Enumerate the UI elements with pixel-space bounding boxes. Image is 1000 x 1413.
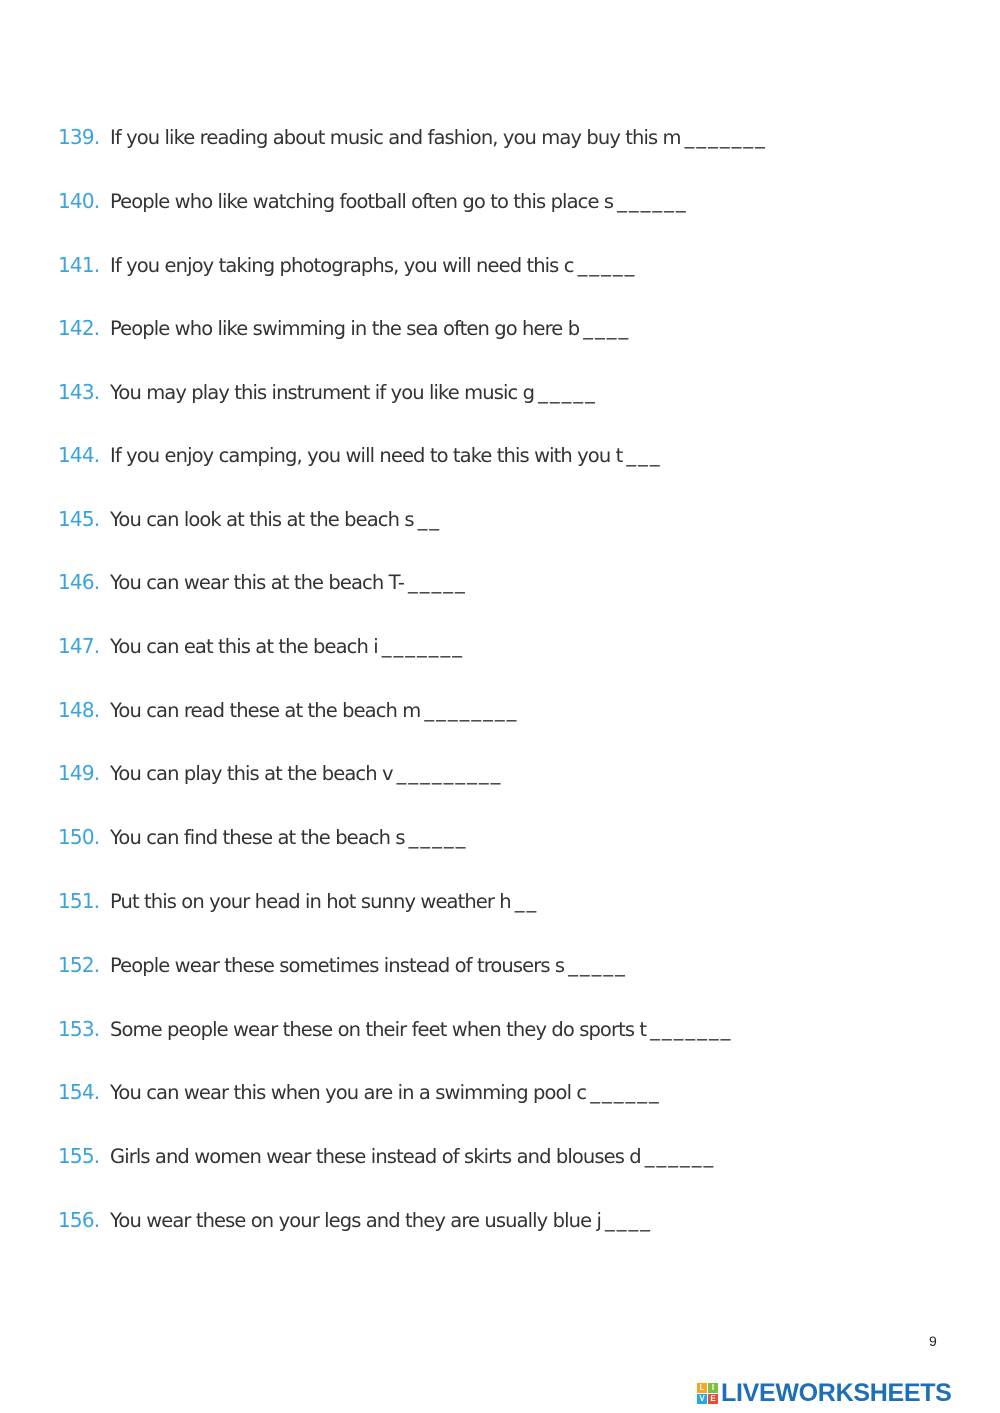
question-153 — [58, 1011, 732, 1047]
question-number: 145. — [58, 507, 100, 531]
question-text: Girls and women wear these instead of skirts and blouses d — [110, 1144, 641, 1168]
liveworksheets-logo-icon — [697, 1383, 718, 1404]
liveworksheets-brand[interactable] — [697, 1378, 952, 1408]
question-number: 154. — [58, 1080, 100, 1104]
question-text: People who like swimming in the sea often go here b — [110, 316, 580, 340]
question-number: 142. — [58, 316, 100, 340]
question-text: You can eat this at the beach i — [110, 634, 378, 658]
question-number: 151. — [58, 889, 100, 913]
answer-blank[interactable]: _______ — [684, 125, 767, 149]
question-number: 152. — [58, 953, 100, 977]
answer-blank[interactable]: _______ — [650, 1017, 733, 1041]
brand-name: LIVEWORKSHEETS — [721, 1378, 952, 1407]
answer-blank[interactable]: ______ — [617, 189, 688, 213]
logo-letter-e: E — [708, 1394, 718, 1404]
question-number: 153. — [58, 1017, 100, 1041]
answer-blank[interactable]: ____ — [605, 1208, 652, 1232]
page-number: 9 — [929, 1333, 937, 1349]
question-text: You can play this at the beach v — [110, 761, 393, 785]
question-number: 150. — [58, 825, 100, 849]
question-number: 144. — [58, 443, 100, 467]
logo-letter-v: V — [697, 1394, 707, 1404]
question-number: 156. — [58, 1208, 100, 1232]
question-text: You can wear this when you are in a swimming pool c — [110, 1080, 587, 1104]
logo-letter-l: L — [697, 1383, 707, 1393]
question-148 — [58, 692, 518, 728]
question-text: You can wear this at the beach T- — [110, 570, 404, 594]
question-150 — [58, 819, 467, 855]
logo-letter-i: I — [708, 1383, 718, 1393]
answer-blank[interactable]: _________ — [396, 761, 503, 785]
question-text: People wear these sometimes instead of trousers s — [110, 953, 565, 977]
answer-blank[interactable]: _____ — [577, 253, 637, 277]
question-text: If you enjoy camping, you will need to take this with you t — [110, 443, 623, 467]
question-text: Put this on your head in hot sunny weather h — [110, 889, 511, 913]
answer-blank[interactable]: __ — [417, 507, 442, 531]
question-number: 149. — [58, 761, 100, 785]
question-number: 141. — [58, 253, 100, 277]
question-142 — [58, 310, 630, 346]
question-number: 139. — [58, 125, 100, 149]
answer-blank[interactable]: ___ — [626, 443, 662, 467]
answer-blank[interactable]: _____ — [408, 825, 468, 849]
answer-blank[interactable]: _____ — [407, 570, 467, 594]
question-154 — [58, 1074, 661, 1110]
answer-blank[interactable]: ______ — [644, 1144, 716, 1168]
question-156 — [58, 1202, 652, 1238]
answer-blank[interactable]: ________ — [424, 698, 519, 722]
question-number: 143. — [58, 380, 100, 404]
question-141 — [58, 247, 636, 283]
question-number: 147. — [58, 634, 100, 658]
question-143 — [58, 374, 597, 410]
answer-blank[interactable]: ______ — [590, 1080, 661, 1104]
question-144 — [58, 437, 662, 473]
question-152 — [58, 947, 627, 983]
question-number: 140. — [58, 189, 100, 213]
question-text: If you like reading about music and fashion, you may buy this m — [110, 125, 681, 149]
question-number: 155. — [58, 1144, 100, 1168]
question-text: You wear these on your legs and they are usually blue j — [110, 1208, 601, 1232]
question-number: 148. — [58, 698, 100, 722]
question-text: You can find these at the beach s — [110, 825, 405, 849]
question-text: You can read these at the beach m — [110, 698, 421, 722]
question-140 — [58, 183, 688, 219]
question-149 — [58, 755, 502, 791]
question-155 — [58, 1138, 715, 1174]
answer-blank[interactable]: _____ — [568, 953, 627, 977]
answer-blank[interactable]: _______ — [381, 634, 464, 658]
question-text: You can look at this at the beach s — [110, 507, 414, 531]
question-147 — [58, 628, 464, 664]
answer-blank[interactable]: _____ — [538, 380, 597, 404]
answer-blank[interactable]: ____ — [583, 316, 631, 340]
question-text: Some people wear these on their feet when they do sports t — [110, 1017, 647, 1041]
question-text: People who like watching football often go to this place s — [110, 189, 614, 213]
question-145 — [58, 501, 441, 537]
question-139 — [58, 119, 767, 155]
answer-blank[interactable]: __ — [514, 889, 539, 913]
question-146 — [58, 564, 467, 600]
question-text: If you enjoy taking photographs, you will need this c — [110, 253, 574, 277]
question-text: You may play this instrument if you like music g — [110, 380, 535, 404]
question-151 — [58, 883, 538, 919]
question-number: 146. — [58, 570, 100, 594]
